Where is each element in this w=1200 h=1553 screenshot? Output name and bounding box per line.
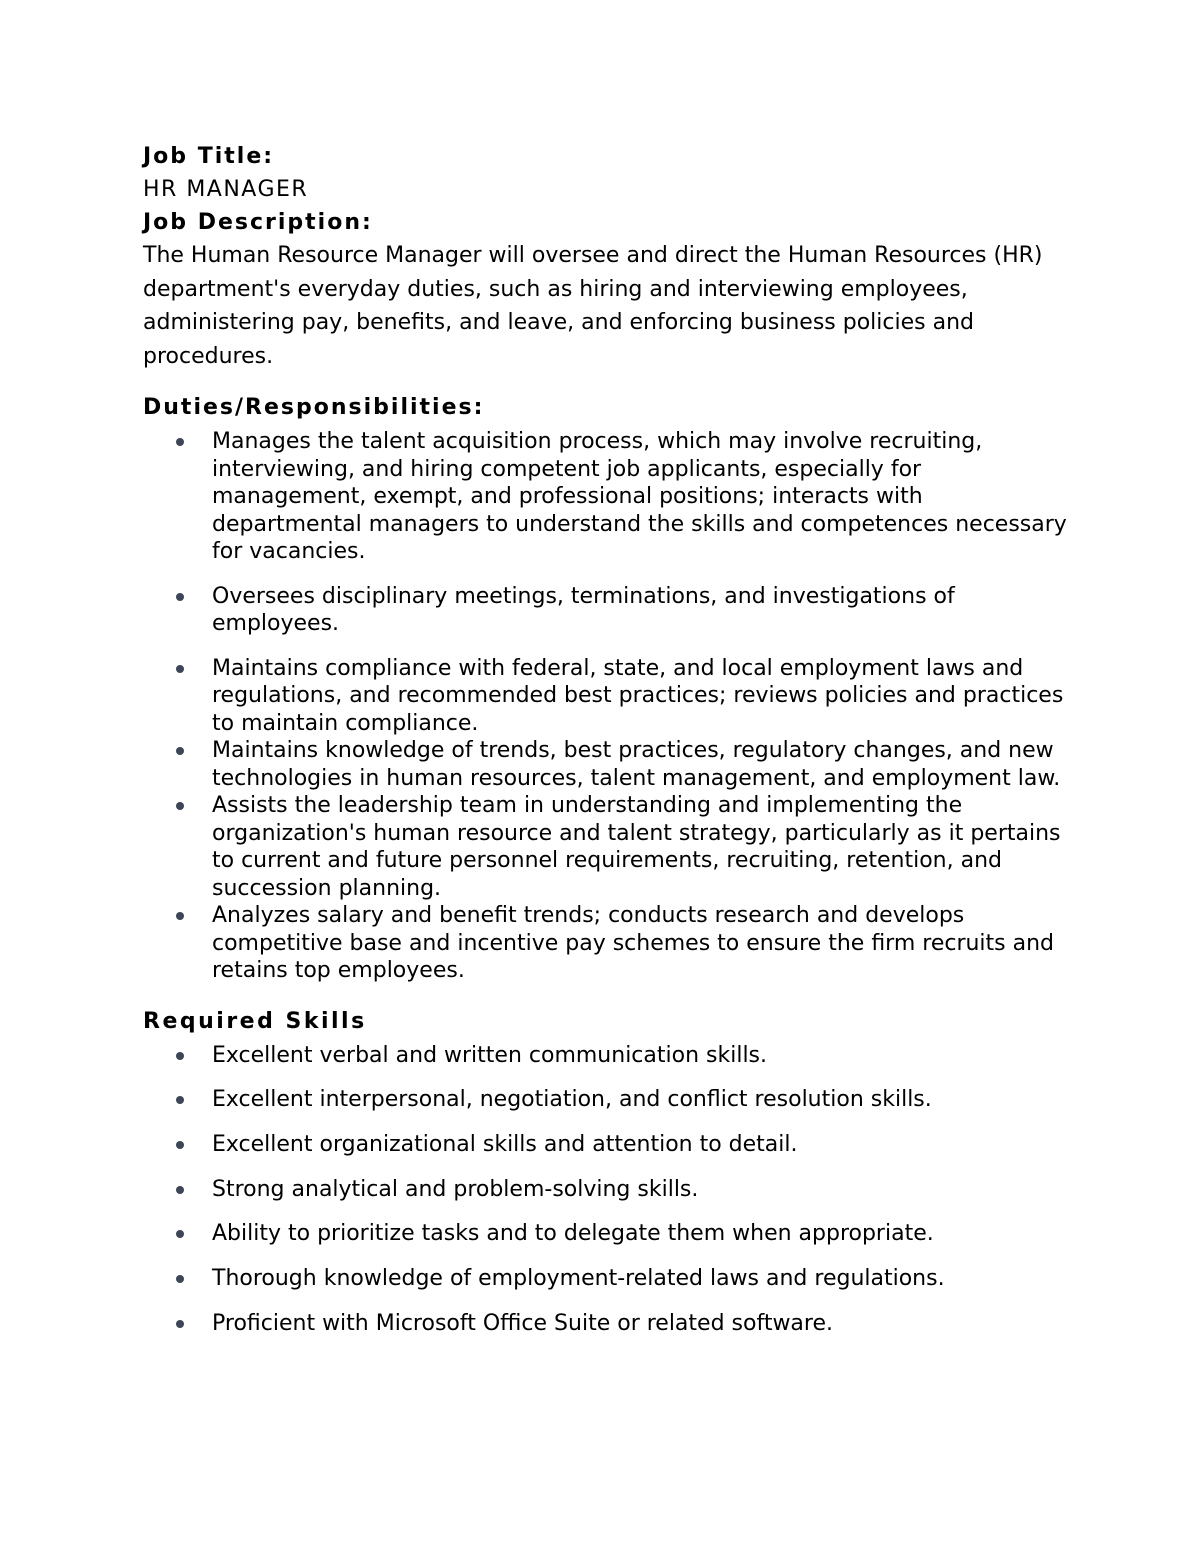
- skills-heading: Required Skills: [143, 1008, 367, 1034]
- list-item: [143, 1265, 1073, 1293]
- job-description-text: The Human Resource Manager will oversee and direct the Human Resources (HR) department's everyday duties, such as hiring and interviewing employees, administering pay, benefits, and leave, and enforcing business policies and procedures.: [143, 243, 1043, 369]
- skill-text: Ability to prioritize tasks and to delegate them when appropriate.: [212, 1221, 934, 1247]
- skills-list: [143, 1042, 1073, 1338]
- list-item: [143, 1131, 1073, 1159]
- skill-text: Excellent verbal and written communication skills.: [212, 1042, 768, 1068]
- document-body: [143, 140, 1073, 1354]
- job-title-heading: Job Title:: [143, 144, 275, 169]
- bullet-dot-icon: [176, 438, 184, 446]
- duty-text: Maintains knowledge of trends, best practices, regulatory changes, and new technologies in human resources, talent management, and employment law.: [212, 738, 1061, 791]
- bullet-dot-icon: [176, 593, 184, 601]
- job-description-section: [143, 206, 1073, 373]
- bullet-dot-icon: [176, 1141, 184, 1149]
- duties-heading: Duties/Responsibilities:: [143, 395, 485, 420]
- list-item: [143, 1042, 1073, 1070]
- skill-text: Strong analytical and problem-solving skills.: [212, 1176, 699, 1202]
- list-item: [143, 1220, 1073, 1248]
- bullet-dot-icon: [176, 912, 184, 920]
- list-item: [143, 792, 1073, 902]
- list-item: [143, 428, 1073, 566]
- skill-text: Thorough knowledge of employment-related laws and regulations.: [212, 1265, 945, 1291]
- bullet-dot-icon: [176, 1275, 184, 1283]
- duties-list: [143, 428, 1073, 985]
- duty-text: Oversees disciplinary meetings, terminations, and investigations of employees.: [212, 583, 955, 636]
- job-title-section: [143, 140, 1073, 206]
- list-item: [143, 1310, 1073, 1338]
- list-item: [143, 1086, 1073, 1114]
- duties-section: [143, 391, 1073, 985]
- job-description-heading: Job Description:: [143, 210, 373, 235]
- duty-text: Analyzes salary and benefit trends; conducts research and develops competitive base and incentive pay schemes to ensure the firm recruits and retains top employees.: [212, 903, 1055, 983]
- list-item: [143, 583, 1073, 638]
- bullet-dot-icon: [176, 1052, 184, 1060]
- duty-text: Manages the talent acquisition process, which may involve recruiting, interviewing, and hiring competent job applicants, especially for management, exempt, and professional positions; interacts with departmental managers to understand the skills and competences necessary for vacancies.: [212, 429, 1067, 564]
- bullet-dot-icon: [176, 1230, 184, 1238]
- duty-text: Maintains compliance with federal, state, and local employment laws and regulations, and recommended best practices; reviews policies and practices to maintain compliance.: [212, 655, 1064, 736]
- bullet-dot-icon: [176, 1320, 184, 1328]
- skill-text: Excellent organizational skills and attention to detail.: [212, 1131, 798, 1157]
- skill-text: Proficient with Microsoft Office Suite or related software.: [212, 1310, 834, 1336]
- skill-text: Excellent interpersonal, negotiation, and conflict resolution skills.: [212, 1087, 932, 1113]
- duty-text: Assists the leadership team in understanding and implementing the organization's human resource and talent strategy, particularly as it pertains to current and future personnel requirements, recruiting, retention, and succession planning.: [212, 793, 1061, 901]
- bullet-dot-icon: [176, 1096, 184, 1104]
- list-item: [143, 1176, 1073, 1204]
- list-item: [143, 902, 1073, 985]
- bullet-dot-icon: [176, 1186, 184, 1194]
- list-item: [143, 655, 1073, 738]
- bullet-dot-icon: [176, 665, 184, 673]
- bullet-dot-icon: [176, 747, 184, 755]
- list-item: [143, 737, 1073, 792]
- bullet-dot-icon: [176, 802, 184, 810]
- skills-section: [143, 1005, 1073, 1338]
- job-title-value: HR MANAGER: [143, 177, 309, 202]
